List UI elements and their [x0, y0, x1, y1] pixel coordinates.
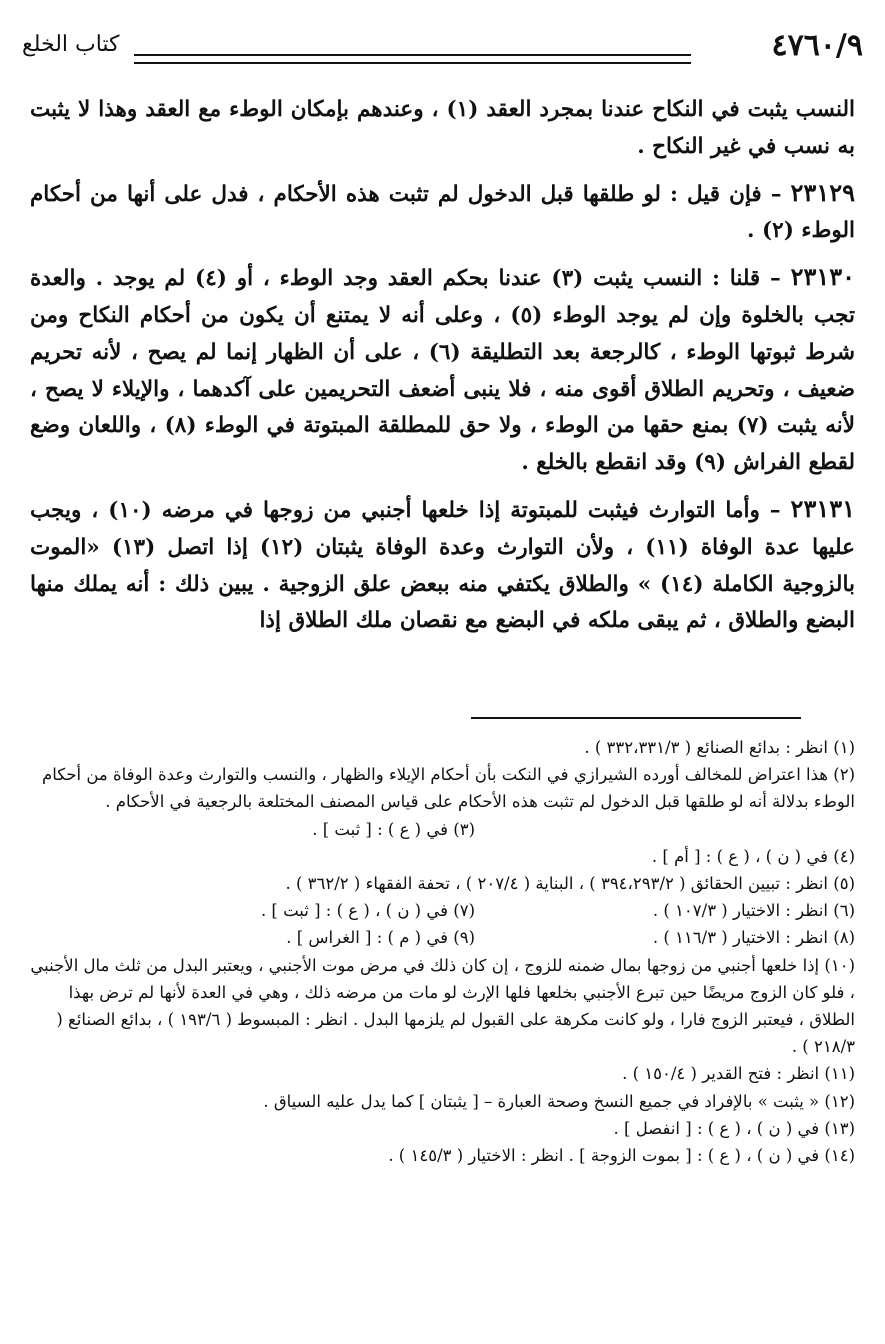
- footnote: (١٢) « يثبت » بالإفراد في جميع النسخ وصحة العبارة – [ يثبتان ] كما يدل عليه السياق .: [263, 1091, 855, 1111]
- footnote-row: [30, 924, 855, 951]
- paragraph-text: – وأما التوارث فيثبت للمبتوتة إذا خلعها أجنبي من زوجها في مرضه (١٠) ، ويجب عليها عدة الوفاة (١١) ، ولأن التوارث وعدة الوفاة يثبتان (١٢) إذا اتصل (١٣) «الموت بالزوجية الكاملة (١٤) » والطلاق يكتفي منه ببعض علق الزوجية . يبين ذلك : أنه يملك منها البضع والطلاق ، ثم يبقى ملكه في البضع مع نقصان ملك الطلاق إذا: [30, 497, 855, 634]
- footnote: (٥) انظر : تبيين الحقائق ( ٣٩٤،٢٩٣/٢ ) ، البناية ( ٢٠٧/٤ ) ، تحفة الفقهاء ( ٣٦٢/٢ ) .: [285, 874, 855, 894]
- footnote: (١٠) إذا خلعها أجنبي من زوجها بمال ضمنه للزوج ، إن كان ذلك في مرض موت الأجنبي ، ويعتبر البدل من ثلث مال الأجنبي ، فلو كان الزوج مريضًا حين تبرع الأجنبي بخلعها فلها الإرث لو مات من مرضه ذلك ، وهي في العدة لأنها لم ترض بهذا الطلاق ، فيعتبر الزوج فارا ، ولو كانت مكرهة على القبول لم يلزمها البدل . انظر : المبسوط ( ١٩٣/٦ ) ، بدائع الصنائع ( ٢١٨/٣ ) .: [30, 955, 855, 1057]
- paragraph-text: – فإن قيل : لو طلقها قبل الدخول لم تثبت هذه الأحكام ، فدل على أنها من أحكام الوطء (٢) .: [30, 181, 855, 244]
- footnote: [475, 816, 855, 843]
- paragraph: [30, 175, 855, 251]
- footnote: (١٣) في ( ن ) ، ( ع ) : [ انفصل ] .: [613, 1118, 855, 1138]
- book-title: كتاب الخلع: [22, 32, 120, 57]
- header-rule: [134, 54, 691, 64]
- paragraph-number: ٢٣١٣١: [790, 493, 855, 523]
- paragraph-number: ٢٣١٢٩: [790, 177, 855, 207]
- footnote: (٧) في ( ن ) ، ( ع ) : [ ثبت ] .: [260, 901, 475, 921]
- paragraph-number: ٢٣١٣٠: [790, 262, 856, 292]
- paragraph-text: النسب يثبت في النكاح عندنا بمجرد العقد (١) ، وعندهم بإمكان الوطء مع العقد وهذا لا يثبت به نسب في غير النكاح .: [30, 97, 855, 159]
- footnote: (١٤) في ( ن ) ، ( ع ) : [ بموت الزوجة ] . انظر : الاختيار ( ١٤٥/٣ ) .: [388, 1146, 855, 1166]
- footnotes: [30, 734, 855, 1169]
- footnote: (٤) في ( ن ) ، ( ع ) : [ أم ] .: [651, 846, 855, 866]
- footnote: (٦) انظر : الاختيار ( ١٠٧/٣ ) .: [652, 901, 855, 921]
- main-text: [30, 92, 855, 649]
- paragraph: [30, 491, 855, 640]
- paragraph: [30, 92, 855, 166]
- footnote-separator: [471, 717, 801, 719]
- footnote: (١١) انظر : فتح القدير ( ١٥٠/٤ ) .: [622, 1064, 855, 1084]
- footnote-row: [30, 816, 855, 843]
- page-number: ٤٧٦٠/٩: [771, 28, 863, 63]
- footnote: (٢) هذا اعتراض للمخالف أورده الشيرازي في النكت بأن أحكام الإيلاء والظهار ، والنسب والتوارث وعدة الوفاة من أحكام الوطء بدلالة أنه لو طلقها قبل الدخول لم تثبت هذه الأحكام على قياس المصنف المختلعة بالرجعية في الأحكام .: [41, 765, 855, 812]
- footnote: (٣) في ( ع ) : [ ثبت ] .: [312, 819, 475, 839]
- running-header: [22, 28, 863, 72]
- paragraph: [30, 259, 855, 482]
- footnote: (١) انظر : بدائع الصنائع ( ٣٣٢،٣٣١/٣ ) .: [584, 738, 855, 757]
- footnote: (٩) في ( م ) : [ الغراس ] .: [286, 928, 475, 948]
- paragraph-text: – قلنا : النسب يثبت (٣) عندنا بحكم العقد وجد الوطء ، أو (٤) لم يوجد . والعدة تجب بالخلوة وإن لم يوجد الوطء (٥) ، وعلى أنه لا يمتنع أن يكون من أحكام النكاح ومن شرط ثبوتها الوطء ، كالرجعة بعد التطليقة (٦) ، على أن الظهار إنما لم يصح ، لأنه تحريم ضعيف ، وتحريم الطلاق أقوى منه ، فلا ينبى أضعف التحريمين على آكدهما ، والإيلاء لا يصح ، لأنه يثبت (٧) بمنع حقها من الوطء ، ولا حق للمطلقة المبتوتة في الوطء (٨) ، واللعان وضع لقطع الفراش (٩) وقد انقطع بالخلع .: [30, 266, 856, 476]
- footnote: (٨) انظر : الاختيار ( ١١٦/٣ ) .: [652, 928, 855, 948]
- footnote-row: [30, 897, 855, 924]
